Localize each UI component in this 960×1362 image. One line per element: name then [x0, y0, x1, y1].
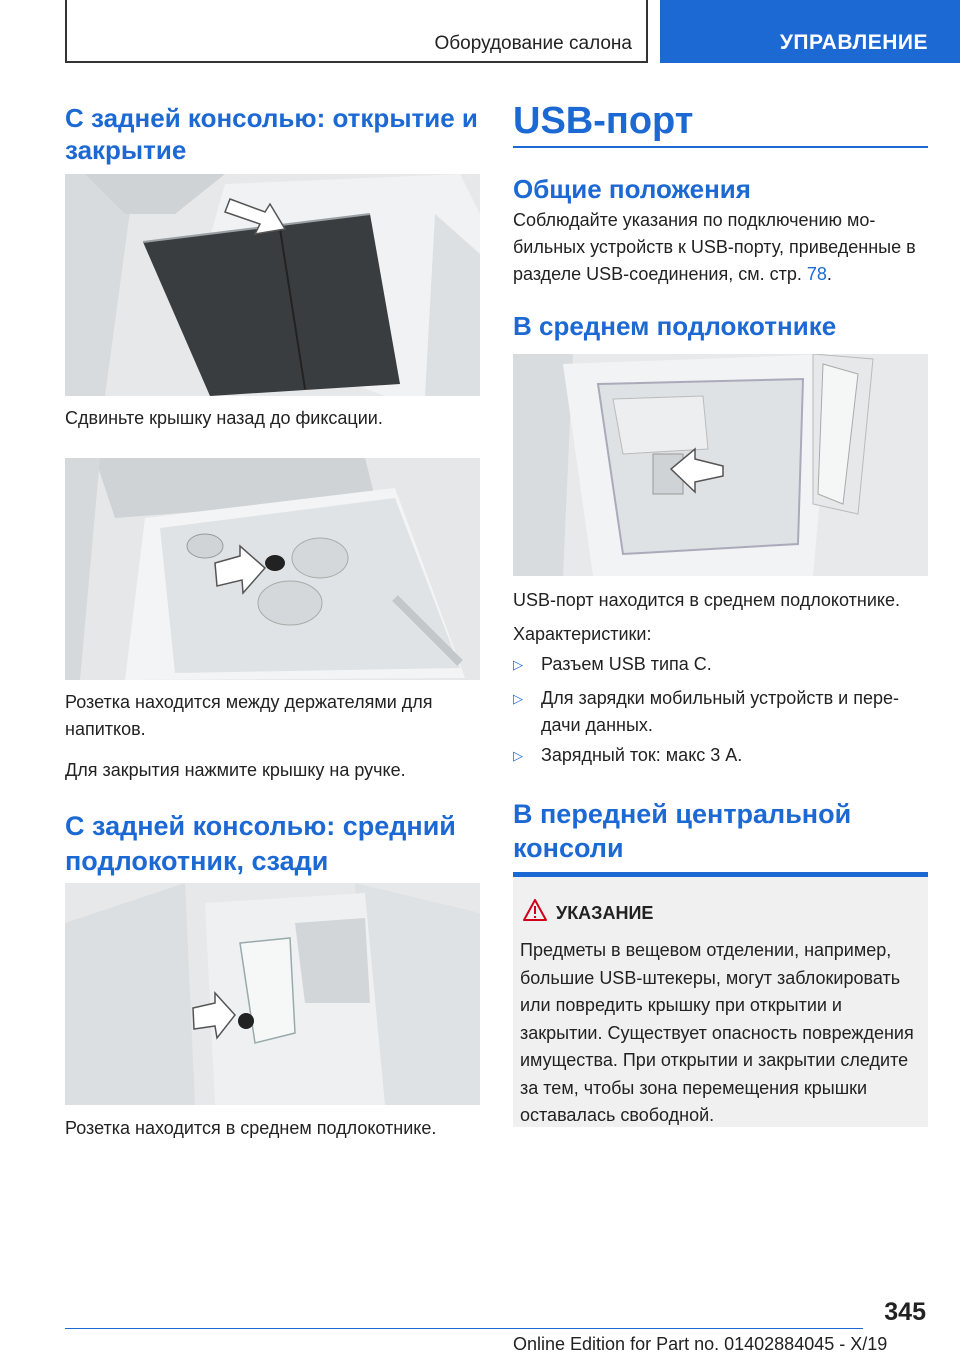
general-text — [513, 207, 928, 288]
notice-text: Предметы в вещевом отделении, например, большие USB-штекеры, могут заблокировать или повредить крышку при открытии и закрытии. Существует опасность повреждения имущества. При открытии и закрытии следите за тем, чтобы зона перемещения крышки оставалась свободной. — [520, 940, 914, 1125]
notice-title: УКАЗАНИЕ — [556, 903, 654, 923]
triangle-right-icon: ▷ — [513, 657, 523, 672]
heading-rear-armrest: С задней консолью: средний подлокотник, сзади — [65, 811, 456, 876]
header-chapter-title: УПРАВЛЕНИЕ — [779, 31, 928, 54]
edition-text: Online Edition for Part no. 01402884045 - X/19 — [513, 1334, 888, 1354]
heading-general: Общие положения — [513, 174, 751, 204]
general-text-body: Соблюдайте указания по подключению мобильных устройств к USB-порту, приведенные в разделе USB-соединения, см. стр. — [513, 210, 916, 284]
heading-front-console: В передней центральной консоли — [513, 799, 852, 863]
figure-armrest-socket — [65, 883, 480, 1105]
warning-triangle-icon — [523, 899, 547, 926]
title-rule — [513, 146, 928, 148]
header-chapter-box — [660, 0, 960, 63]
header-section-title: Оборудование салона — [434, 33, 632, 54]
heading-center-armrest: В среднем подлокотнике — [513, 311, 837, 341]
bullet-item — [513, 651, 928, 678]
features-label: Характеристики: — [513, 624, 652, 644]
triangle-right-icon: ▷ — [513, 691, 523, 706]
title-usb-port: USB-порт — [513, 100, 694, 142]
general-text-end: . — [826, 264, 832, 284]
page-link-78[interactable]: 78 — [806, 264, 827, 284]
bullet-text: Для зарядки мобильный устройств и передачи данных. — [541, 688, 900, 735]
caption-armrest-socket: Розетка находится в среднем подлокотнике. — [65, 1118, 437, 1138]
bullet-text: Зарядный ток: макс 3 A. — [541, 745, 743, 765]
bullet-item — [513, 742, 928, 769]
bullet-item — [513, 685, 928, 739]
heading-rear-console-open-close: С задней консолью: открытие и закрытие — [65, 103, 478, 165]
caption-slide-lid: Сдвиньте крышку назад до фиксации. — [65, 408, 383, 428]
header-section-box — [65, 0, 648, 63]
caption-usb-armrest: USB-порт находится в среднем подлокотнике. — [513, 590, 900, 610]
caption-socket-cupholders: Розетка находится между держателями для напитков. — [65, 692, 433, 739]
notice-box — [513, 872, 928, 1127]
page-number: 345 — [884, 1298, 926, 1326]
figure-console-lid — [65, 174, 480, 396]
caption-close-lid: Для закрытия нажмите крышку на ручке. — [65, 760, 406, 780]
figure-socket-cupholders — [65, 458, 480, 680]
bullet-text: Разъем USB типа C. — [541, 654, 712, 674]
footer-rule — [65, 1328, 863, 1329]
figure-usb-armrest — [513, 354, 928, 576]
triangle-right-icon: ▷ — [513, 748, 523, 763]
